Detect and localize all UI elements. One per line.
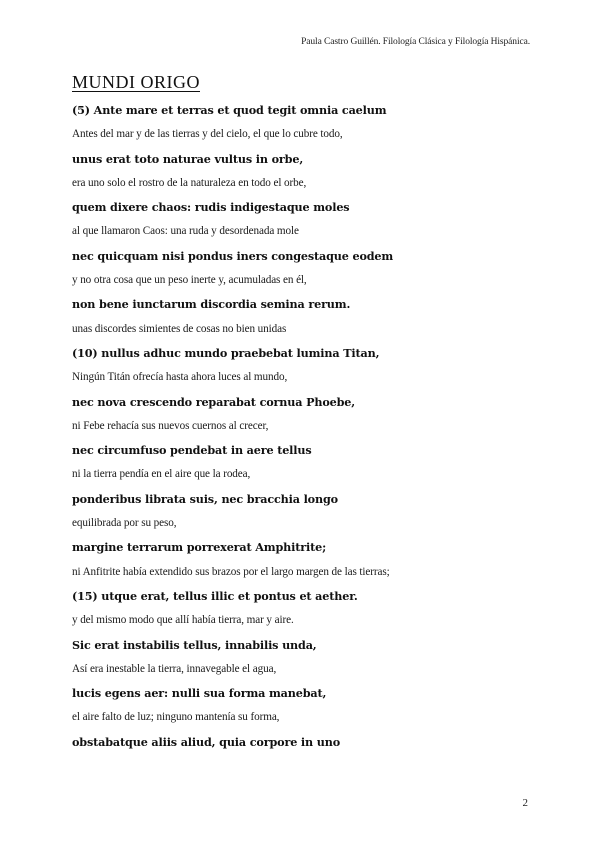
- spanish-translation-line: y del mismo modo que allí había tierra, mar y aire.: [72, 614, 294, 627]
- spanish-translation-line: y no otra cosa que un peso inerte y, acumuladas en él,: [72, 274, 307, 287]
- spanish-translation-line: ni la tierra pendía en el aire que la rodea,: [72, 468, 251, 481]
- running-header: Paula Castro Guillén. Filología Clásica y Filología Hispánica.: [301, 37, 530, 47]
- spanish-translation-line: Así era inestable la tierra, innavegable el agua,: [72, 662, 277, 675]
- latin-verse-line: nec nova crescendo reparabat cornua Phoebe,: [72, 394, 356, 409]
- spanish-translation-line: al que llamaron Caos: una ruda y desordenada mole: [72, 225, 299, 238]
- spanish-translation-line: unas discordes simientes de cosas no bien unidas: [72, 322, 287, 335]
- latin-verse-line: margine terrarum porrexerat Amphitrite;: [72, 540, 327, 555]
- page-number: 2: [522, 797, 528, 809]
- latin-verse-line: obstabatque aliis aliud, quia corpore in uno: [72, 734, 341, 749]
- latin-verse-line: (5) Ante mare et terras et quod tegit omnia caelum: [72, 103, 387, 117]
- document-title: MUNDI ORIGO: [72, 72, 200, 92]
- latin-verse-line: nec quicquam nisi pondus iners congestaque eodem: [72, 248, 394, 263]
- spanish-translation-line: Antes del mar y de las tierras y del cielo, el que lo cubre todo,: [72, 128, 343, 141]
- spanish-translation-line: el aire falto de luz; ninguno mantenía su forma,: [72, 711, 280, 724]
- latin-verse-line: quem dixere chaos: rudis indigestaque moles: [72, 200, 350, 215]
- latin-verse-line: (10) nullus adhuc mundo praebebat lumina Titan,: [72, 345, 380, 360]
- spanish-translation-line: ni Febe rehacía sus nuevos cuernos al crecer,: [72, 419, 269, 432]
- spanish-translation-line: equilibrada por su peso,: [72, 517, 177, 530]
- spanish-translation-line: ni Anfitrite había extendido sus brazos por el largo margen de las tierras;: [72, 565, 390, 578]
- verse-list: [72, 102, 542, 758]
- spanish-translation-line: Ningún Titán ofrecía hasta ahora luces al mundo,: [72, 371, 288, 384]
- latin-verse-line: unus erat toto naturae vultus in orbe,: [72, 151, 304, 166]
- latin-verse-line: lucis egens aer: nulli sua forma manebat,: [72, 686, 327, 701]
- latin-verse-line: (15) utque erat, tellus illic et pontus et aether.: [72, 588, 358, 603]
- spanish-translation-line: era uno solo el rostro de la naturaleza en todo el orbe,: [72, 176, 307, 189]
- latin-verse-line: nec circumfuso pendebat in aere tellus: [72, 443, 312, 458]
- latin-verse-line: ponderibus librata suis, nec bracchia longo: [72, 491, 338, 506]
- latin-verse-line: Sic erat instabilis tellus, innabilis unda,: [72, 637, 317, 652]
- latin-verse-line: non bene iunctarum discordia semina rerum.: [72, 297, 351, 312]
